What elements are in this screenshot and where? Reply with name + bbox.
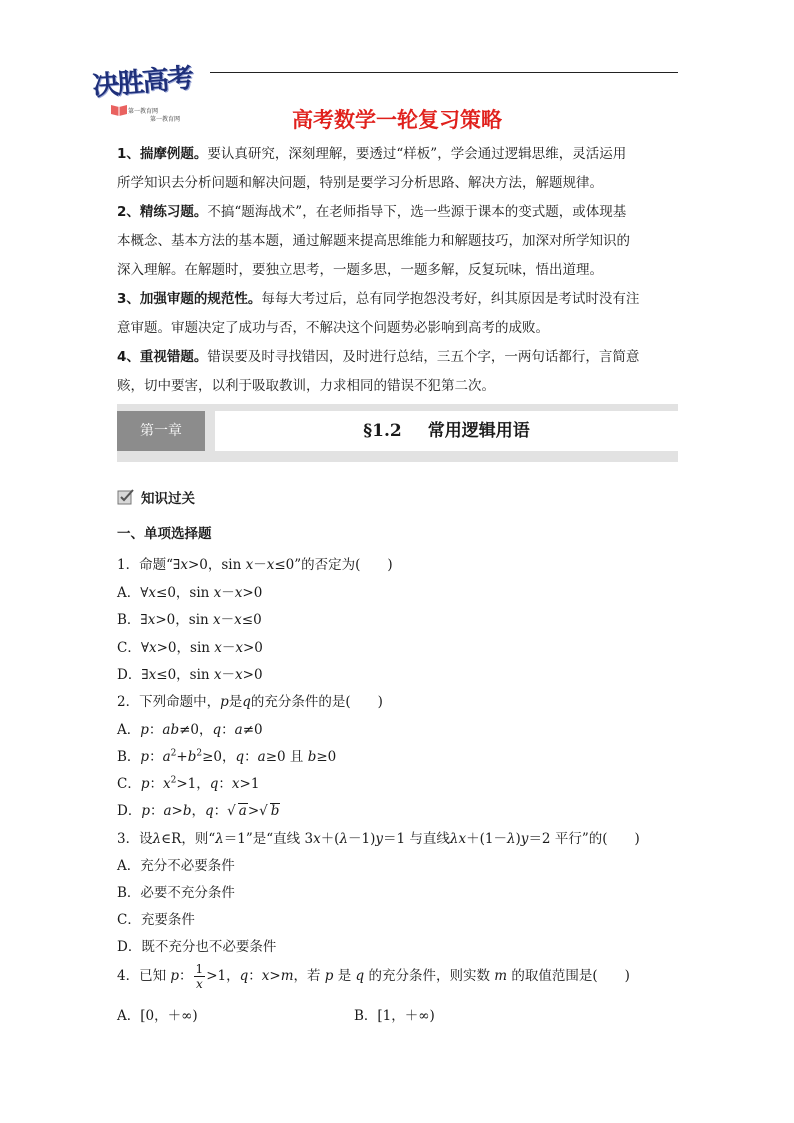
logo-text: 决胜高考 [91, 62, 194, 103]
q3-option-c: C．充要条件 [117, 912, 195, 928]
header-rule [210, 72, 678, 73]
q2-option-a: A．p：ab≠0，q：a≠0 [117, 722, 263, 738]
strategy-4: 4、重视错题。错误要及时寻找错因，及时进行总结，三五个字，一两句话都行，言简意 赅，切中要害，以利于吸取教训，力求相同的错误不犯第二次。 [117, 349, 640, 394]
page-title: 高考数学一轮复习策略 [292, 108, 502, 132]
strategy-lead: 2、精练习题。 [117, 204, 208, 220]
checklist-icon [117, 489, 135, 505]
strategy-lead: 4、重视错题。 [117, 349, 208, 365]
strategy-1: 1、揣摩例题。要认真研究，深刻理解，要透过“样板”，学会通过逻辑思维，灵活运用 所学知识去分析问题和解决问题，特别是要学习分析思路、解决方法，解题规律。 [117, 146, 627, 191]
q4-option-b: B．[1，＋∞) [354, 1008, 435, 1024]
section-header [117, 487, 195, 507]
q2-option-b: B．p：$a^2+b^2\ge 0$，q：a≥0 且 b≥0 [117, 748, 337, 765]
q3-option-a: A．充分不必要条件 [117, 858, 235, 874]
chapter-name: 常用逻辑用语 [427, 421, 530, 441]
q1-option-b: B．∃x>0，sin x－x≤0 [117, 612, 262, 628]
strategy-lead: 1、揣摩例题。 [117, 146, 208, 162]
question-3: 3．设λ∈R，则“λ＝1”是“直线 3x＋(λ－1)y＝1 与直线λx＋(1－λ)y＝2 平行”的( ) [117, 831, 640, 847]
q2-option-d: D．p：a>b，q：√ a>√ b [117, 803, 280, 819]
chapter-number: §1.2 [363, 421, 402, 441]
q2-option-c: C．p：$x^2>1$，q：x>1 [117, 775, 260, 792]
strategy-3: 3、加强审题的规范性。每每大考过后，总有同学抱怨没考好，纠其原因是考试时没有注 意审题。审题决定了成功与否，不解决这个问题势必影响到高考的成败。 [117, 291, 640, 336]
q4-option-a: A．[0，＋∞) [117, 1008, 198, 1024]
chapter-title [215, 411, 678, 451]
q3-option-b: B．必要不充分条件 [117, 885, 235, 901]
q1-option-c: C．∀x>0，sin x－x>0 [117, 640, 263, 656]
question-2: 2．下列命题中，p是q的充分条件的是( ) [117, 694, 383, 710]
question-4: 4．已知 p： $\frac{1}{x}$ >1，q：x>m，若 p 是 q 的充分条件，则实数 m 的取值范围是( ) [117, 962, 630, 991]
section-label: 知识过关 [141, 491, 195, 507]
strategy-lead: 3、加强审题的规范性。 [117, 291, 262, 307]
subsection-title: 一、单项选择题 [117, 526, 212, 542]
fraction: $\frac{1}{x}$ [195, 962, 204, 991]
strategy-2: 2、精练习题。不搞“题海战术”，在老师指导下，选一些源于课本的变式题，或体现基 本概念、基本方法的基本题，通过解题来提高思维能力和解题技巧，加深对所学知识的 深入理解。在解题时，要独立思考，一题多思，一题多解，反复玩味，悟出道理。 [117, 204, 630, 278]
question-1: 1．命题“∃x>0，sin x－x≤0”的否定为( ) [117, 557, 393, 573]
chapter-tab: 第一章 [117, 411, 205, 451]
q1-option-d: D．∃x≤0，sin x－x>0 [117, 667, 263, 683]
logo-subtitle: 第一教育网 [128, 108, 159, 115]
q1-option-a: A．∀x≤0，sin x－x>0 [117, 585, 263, 601]
logo-subtitle-2: 第一教育网 [150, 116, 181, 123]
q3-option-d: D．既不充分也不必要条件 [117, 939, 277, 955]
